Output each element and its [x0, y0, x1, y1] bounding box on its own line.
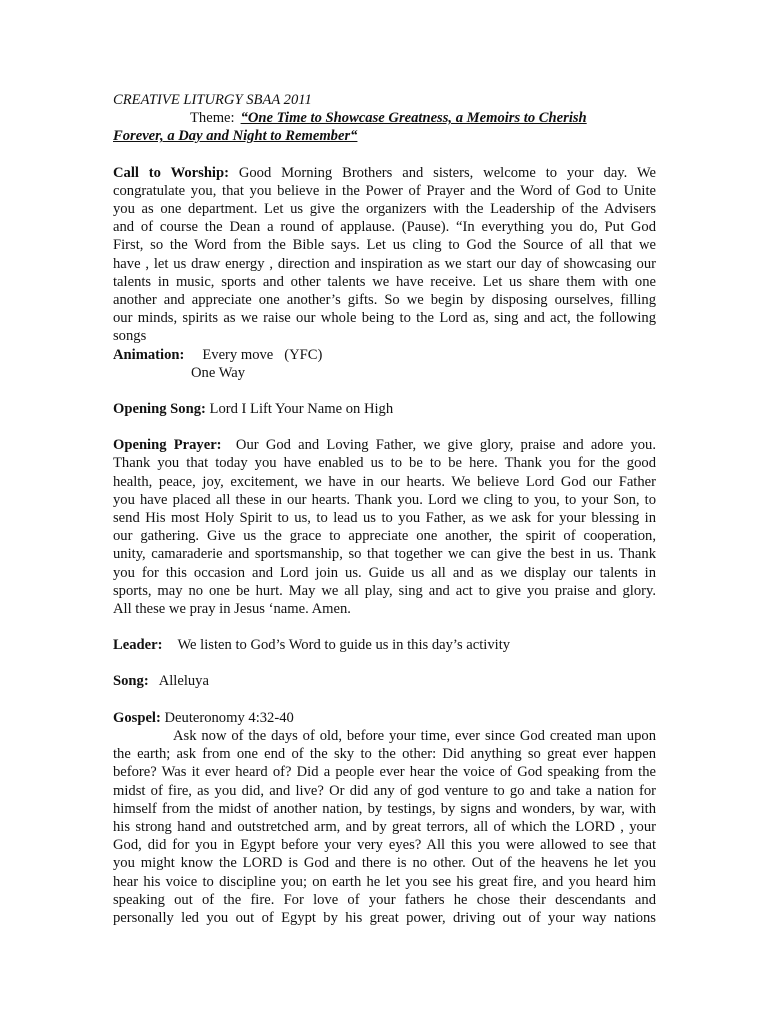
gospel-line: God, did for you in Egypt before your very eyes? All this you were allowed to see that — [113, 837, 656, 854]
animation-item-1: Every move (YFC) — [202, 346, 323, 363]
song-label: Song: — [113, 673, 149, 690]
opening-song-label: Opening Song: — [113, 401, 206, 418]
gospel-line: before? Was it ever heard of? Did a people ever hear the voice of God speaking from the — [113, 764, 656, 781]
call-to-worship-label: Call to Worship: — [113, 164, 229, 181]
opening-prayer-text: Our God and Loving Father, we give glory, praise and adore you. — [235, 437, 656, 454]
opening-prayer-label: Opening Prayer: — [113, 437, 222, 454]
theme-line-1 — [113, 109, 656, 127]
opening-prayer-line: you have placed all these in our hearts. Thank you. Lord we cling to you, to your Son, to — [113, 491, 656, 508]
gospel-line: speaking out of the fire. For love of your fathers he chose their descendants and — [113, 891, 656, 908]
call-to-worship-line: you as one department. Let us give the organizers with the Leadership of the Advisers — [113, 201, 656, 218]
opening-prayer-line: All these we pray in Jesus ‘name. Amen. — [113, 601, 351, 618]
call-to-worship-text: Good Morning Brothers and sisters, welcome to your day. We — [238, 164, 656, 181]
gospel-line: himself from the midst of another nation, by testings, by signs and wonders, by war, with — [113, 800, 656, 817]
opening-prayer-line-1 — [113, 436, 656, 454]
opening-song-line — [113, 400, 656, 418]
document-body — [113, 91, 656, 927]
opening-song-title: Lord I Lift Your Name on High — [209, 401, 394, 418]
call-to-worship-line: and of course the Dean a round of applause. (Pause). “In everything you do, Put God — [113, 219, 656, 236]
leader-line — [113, 636, 656, 654]
animation-item-2: One Way — [191, 364, 246, 381]
gospel-line: you might know the LORD is God and there is no other. Out of the heavens he let you — [113, 855, 656, 872]
gospel-line: the earth; ask from one end of the sky to the other: Did anything so great ever happen — [113, 746, 656, 763]
theme-label: Theme: — [190, 110, 235, 127]
theme-text-2: Forever, a Day and Night to Remember“ — [113, 128, 358, 145]
spacer — [113, 382, 656, 400]
call-to-worship-line-1 — [113, 164, 656, 182]
opening-prayer-line: our gathering. Give us the grace to appreciate one another, the spirit of cooperation, — [113, 528, 656, 545]
gospel-line: hear his voice to discipline you; on earth he let you see his great fire, and you heard him — [113, 873, 656, 890]
animation-label: Animation: — [113, 346, 185, 363]
gospel-line: his strong hand and outstretched arm, and by great terrors, all of which the LORD , your — [113, 818, 656, 835]
spacer — [113, 654, 656, 672]
animation-line-1 — [113, 346, 656, 364]
call-to-worship-line: another and appreciate one another’s gifts. So we begin by disposing ourselves, filling — [113, 292, 656, 309]
spacer — [113, 418, 656, 436]
leader-text: We listen to God’s Word to guide us in this day’s activity — [177, 637, 511, 654]
spacer — [113, 146, 656, 164]
call-to-worship-line: congratulate you, that you believe in the Power of Prayer and the Word of God to Unite — [113, 182, 656, 199]
song-text: Alleluya — [158, 673, 209, 690]
opening-prayer-line: you for this occasion and Lord join us. Guide us all and as we display our talents in — [113, 564, 656, 581]
opening-prayer-line: health, peace, joy, excitement, we have in our hearts. We believe Lord God our Father — [113, 473, 656, 490]
song-line — [113, 672, 656, 690]
gospel-line: Ask now of the days of old, before your time, ever since God created man upon — [173, 727, 656, 744]
leader-label: Leader: — [113, 637, 163, 654]
opening-prayer-line: Thank you that today you have enabled us to be to be here. Thank you for the good — [113, 455, 656, 472]
call-to-worship-line: talents in music, sports and other talents we have receive. Let us share them with one — [113, 273, 656, 290]
gospel-label: Gospel: — [113, 709, 161, 726]
gospel-line: midst of fire, as you did, and live? Or did any of god venture to go and take a nation for — [113, 782, 656, 799]
opening-prayer-line: send His most Holy Spirit to us, to lead us to you Father, as we ask for your blessing in — [113, 510, 656, 527]
call-to-worship-line: have , let us draw energy , direction and inspiration as we start our day of showcasing our — [113, 255, 656, 272]
opening-prayer-line: unity, camaraderie and sportsmanship, so that together we can give the best in us. Thank — [113, 546, 656, 563]
gospel-line: personally led you out of Egypt by his great power, driving out of your way nations — [113, 909, 656, 926]
gospel-reference: Deuteronomy 4:32-40 — [164, 709, 294, 726]
theme-text-1: “One Time to Showcase Greatness, a Memoirs to Cherish — [240, 110, 587, 127]
spacer — [113, 691, 656, 709]
gospel-heading — [113, 709, 656, 727]
call-to-worship-line: our minds, spirits as we raise our whole being to the Lord as, sing and act, the following — [113, 310, 656, 327]
opening-prayer-line: sports, may no one be hurt. May we all play, sing and act to give you praise and glory. — [113, 582, 656, 599]
spacer — [113, 618, 656, 636]
call-to-worship-line: songs — [113, 328, 147, 345]
document-title: CREATIVE LITURGY SBAA 2011 — [113, 92, 312, 108]
call-to-worship-line: First, so the Word from the Bible says. Let us cling to God the Source of all that we — [113, 237, 656, 254]
